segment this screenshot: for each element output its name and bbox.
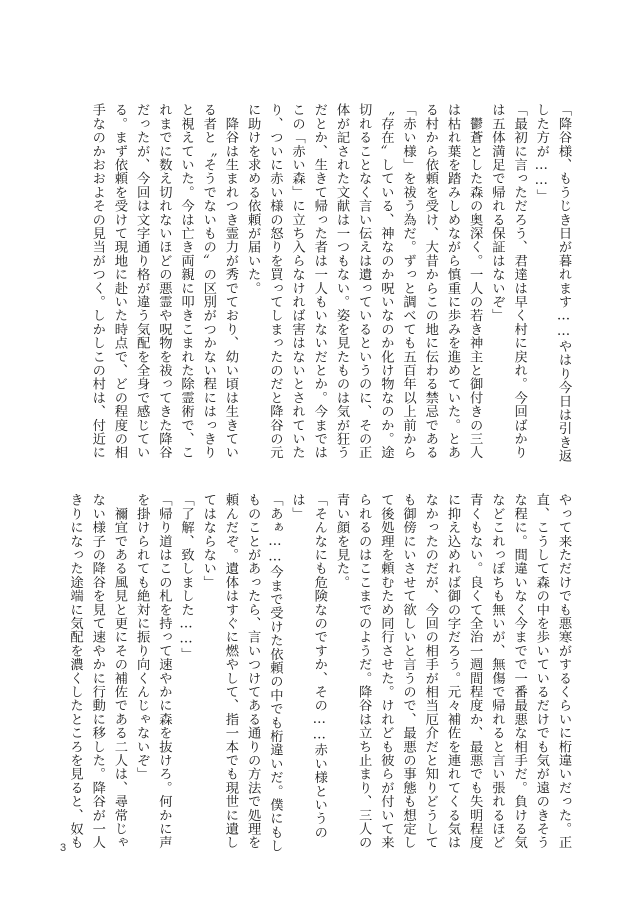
upper-text-line: 降谷は生まれつき霊力が秀でており、幼い頃は生きてい [222,103,238,460]
lower-text-line: ものことがあったら、言いつけてある通りの方法で処理を [245,493,261,850]
lower-text-line: に抑え込めれば御の字だろう。元々補佐を連れてくる気は [444,493,460,850]
lower-text-line: 青くもない。良くて全治一週間程度か、最悪でも失明程度 [467,493,483,850]
lower-text-line: 「そんなにも危険なのですか、その……赤い様というの [311,493,327,839]
lower-text-line: などこれっぽちも無いが、無傷で帰れると言い張れるほど [489,493,505,850]
lower-text-line: てはならない」 [200,493,216,589]
upper-text-line: る。まず依頼を受けて現地に赴いた時点で、どの程度の相 [111,103,127,460]
upper-text-line: 体が記された文献は一つもない。姿を見たものは気が狂う [333,103,349,460]
page-number: 3 [60,842,67,854]
upper-text-line: は五体満足で帰れる保証はないぞ」 [489,103,505,323]
lower-text-block [63,493,574,873]
upper-text-line: この「赤い森」に立ち入らなければ害はないとされていた [289,103,305,460]
upper-text-line: 鬱蒼とした森の奥深く。一人の若き神主と御付きの三人 [467,103,483,460]
lower-text-line: 「了解、致しました……」 [178,493,194,661]
lower-text-line: 「帰り道はこの札を持って速やかに森を抜けろ。何かに声 [156,493,172,850]
lower-text-line: を掛けられても絶対に振り向くんじゃないぞ」 [134,493,150,781]
upper-text-line: した方が……」 [533,103,549,203]
upper-text-line: 手なのかおおよその見当がつく。しかしこの村は、付近に [89,103,105,460]
lower-text-line: きりになった途端に気配を濃くしたところを見ると、奴も [67,493,83,850]
lower-text-line: て後処理を頼むため同行させた。けれども彼らが付いて来 [378,493,394,850]
upper-text-line: だったが、今回は文字通り格が違う気配を全身で感じてい [134,103,150,460]
lower-text-line: 青い顔を見た。 [333,493,349,589]
lower-text-line: も御傍にいさせて欲しいと言うので、最悪の事態も想定し [400,493,416,850]
upper-text-line: と視えていた。今は亡き両親に叩きこまれた除霊術で、こ [178,103,194,460]
upper-text-line: に助けを求める依頼が届いた。 [245,103,261,295]
lower-text-line: 禰宜である風見と更にその補佐である二人は、尋常じゃ [111,493,127,850]
lower-text-line: られるのはここまでのようだ。降谷は立ち止まり、三人の [356,493,372,850]
upper-text-line: り、ついに赤い様の怒りを買ってしまったのだと降谷の元 [267,103,283,460]
lower-text-line: 「あぁ……今まで受けた依頼の中でも桁違いだ。僕にもし [267,493,283,853]
upper-text-block [86,103,574,483]
lower-text-line: ない様子の降谷を見て速やかに行動に移した。降谷が一人 [89,493,105,850]
upper-text-line: れまでに数え切れないほどの悪霊や呪物を祓ってきた降谷 [156,103,172,460]
upper-text-line: 「降谷様、もうじき日が暮れます……やはり今日は引き返 [556,103,571,463]
lower-text-line: は」 [289,493,305,521]
lower-text-line: やって来ただけでも悪寒がするくらいに桁違いだった。正 [556,493,571,850]
upper-text-line: る村から依頼を受け、大昔からこの地に伝わる禁忌である [422,103,438,460]
lower-text-line: な程に。間違いなく今までで一番最悪な相手だ。負ける気 [511,493,527,850]
upper-text-line: 〝存在〟している、神なのか呪いなのか化け物なのか。途 [378,103,394,460]
lower-text-line: なかったのだが、今回の相手が相当厄介だと知りどうして [422,493,438,850]
upper-text-line: 「赤い様」を祓う為だ。ずっと調べても五百年以上前から [400,103,416,460]
lower-text-line: 直、こうして森の中を歩いているだけでも気が遠のきそう [533,493,549,850]
upper-text-line: だとか、生きて帰った者は一人もいないだとか。今までは [311,103,327,460]
upper-text-line: 切れることなく言い伝えは遺っているというのに、その正 [356,103,372,460]
upper-text-line: る者と〝そうでないもの〟の区別がつかない程にはっきり [200,103,216,460]
lower-text-line: 頼んだぞ。遺体はすぐに燃やして、指一本でも現世に遺し [222,493,238,850]
upper-text-line: 「最初に言っただろう、君達は早く村に戻れ。今回ばかり [511,103,527,460]
upper-text-line: は枯れ葉を踏みしめながら慎重に歩みを進めていた。とあ [444,103,460,460]
